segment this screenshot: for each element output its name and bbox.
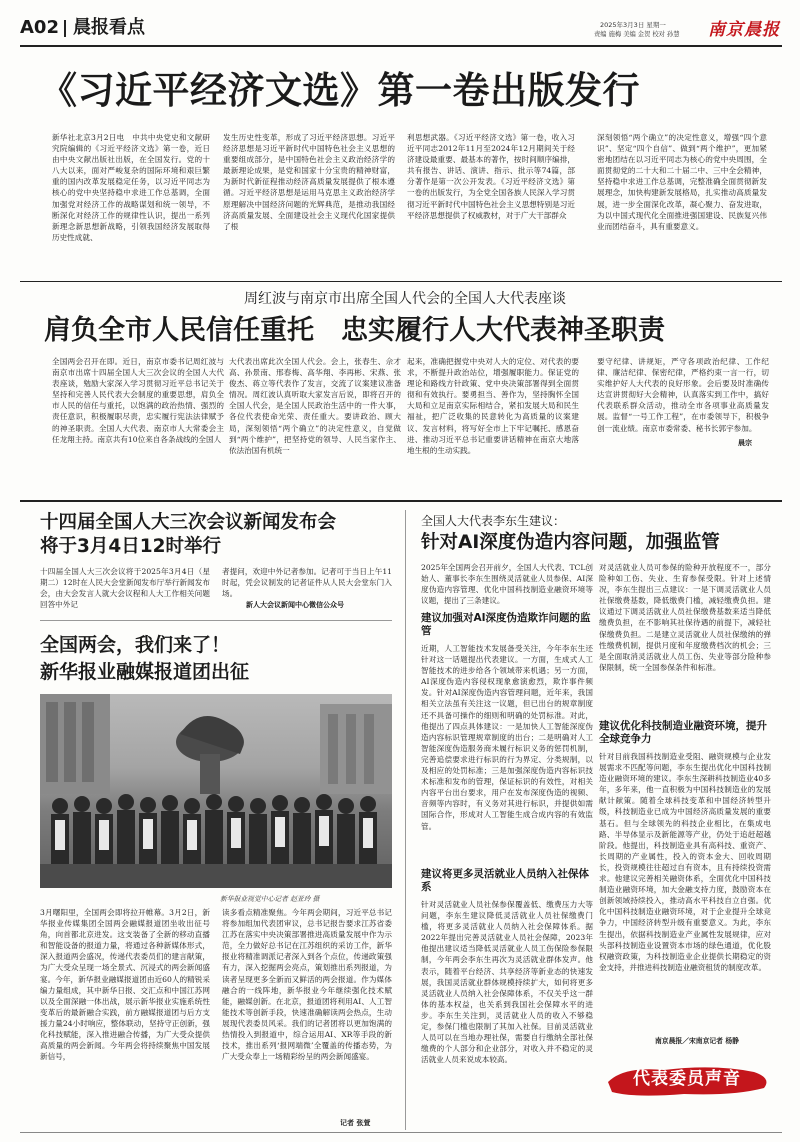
photo-credit: 新华报业视觉中心记者 赵亚玲 摄 xyxy=(220,895,320,903)
story4-col2: 读多看点精准聚焦。今年两会期间，习近平总书记将参加组加代表团审议，总书记报告要求江苏省委江苏在落实中央决策部署推进高质量发展中作为示范，全力做好总书记在江苏组织的采访工作，新华报业将精准调派记者深入到各个点位，传递政策强有力，深入挖掘两会亮点，策划推出系列报道，为读者呈现更多全新而又鲜活的两会报道。作为媒体融合的一线阵地，新华报业今年继续强化技术赋能，融媒创新。在北京，报道团将利用AI、人工智能技术等创新手段，快速准确解读两会热点，生动展现代表委员风采。我们的记者团将以更加饱满的热情投入到报道中，综合运用AI、XR等手段的新技术，推出系列‘报网端微’全覆盖的传播态势，为广大受众奉上一场精彩纷呈的两会新闻盛宴。 xyxy=(222,908,392,1062)
story2-kicker: 周红波与南京市出席全国人代会的全国人大代表座谈 xyxy=(244,291,566,307)
story5-byline: 南京晨报／宋南京记者 杨静 xyxy=(655,1037,739,1045)
story2-headline: 肩负全市人民信任重托 忠实履行人大代表神圣职责 xyxy=(44,315,665,346)
story3-col1: 十四届全国人大三次会议将于2025年3月4日（星期二）12时在人民大会堂新闻发布厅举行新闻发布会，由大会发言人就大会议程和人大工作相关问题回答中外记 xyxy=(40,567,210,610)
footer-rule xyxy=(20,1132,782,1133)
story1-col2: 发生历史性变革，形成了习近平经济思想。习近平经济思想是习近平新时代中国特色社会主义思想的重要组成部分，是中国特色社会主义政治经济学的最新理论成果，是党和国家十分宝贵的精神财富，为新时代新征程推动经济高质量发展提供了根本遵循。习近平经济思想是运用马克思主义政治经济学原理解决中国经济问题的光辉典范，是推动我国经济高质量发展、全面建设社会主义现代化国家提供了根 xyxy=(223,133,395,231)
story3-col2: 者提问，欢迎中外记者参加。记者可于当日上午11时起，凭会议制发的记者证件从人民大会堂东门入场。 xyxy=(222,567,392,599)
story5-body-2: 针对灵活就业人员社保参保覆盖低、缴费压力大等问题，李东生建议降低灵活就业人员社保缴费门槛，将更多灵活就业人员纳入社会保障体系。据2022年提出完善灵活就业人员社会保障，2023年他提出建议适当降低灵活就业人员工伤保险参保限制，今年两会李东生再次为灵活就业群体发声。他表示，随着平台经济、共享经济等新业态的快速发展，我国灵活就业群体规模持续扩大，如何将更多灵活就业人员纳入社会保障体系，不仅关乎这一群体的基本权益，也关系到我国社会保障水平的进步。李东生关注到，灵活就业人员的收入不够稳定，参保门槛也限制了其加入社保。目前灵活就业人员可以在当地办理社保，需要自行缴纳全部社保缴费的个人部分和企业部分，对收入并不稳定的灵活就业人员来说成本较高。 xyxy=(421,900,593,1065)
story2-rule xyxy=(20,500,782,502)
header-rule xyxy=(20,45,782,47)
story2-col2: 大代表出席此次全国人代会。会上，张春生、佘才高、孙景南、邢春梅、高华翔、李再彬、宋燕、张俊杰、蒋立等代表作了发言，交流了议案建议准备情况。周红波认真听取大家发言后说，即将召开的全国人代会，是全国人民政治生活中的一件大事，各位代表使命光荣、责任重大。要讲政治、顾大局，深刻领悟“两个确立”的决定性意义，自觉做到“两个维护”，把坚持党的领导、人民当家作主、依法治国有机统一 xyxy=(229,357,401,455)
story4-byline: 记者 张萱 xyxy=(340,1119,371,1127)
story2-col4: 要守纪律、讲规矩，严守各项政治纪律、工作纪律、廉洁纪律、保密纪律，严格约束一言一行，切实维护好人大代表的良好形象。会后要及时准确传达宣讲贯彻好大会精神，认真落实到工作中，搞好代表联系群众活动，推动全市各项事业高质量发展。监督“一号工作工程”，在市委领导下，积极争创一流业绩。南京市委常委、秘书长郭宇参加。 xyxy=(597,357,769,433)
story4-headline-1: 全国两会，我们来了！ xyxy=(40,634,231,656)
story5-body-1: 近期，人工智能技术发展备受关注，今年李东生还针对这一话题提出代表建议。一方面，生成式人工智能技术的进步给各个领域带来机遇；另一方面，AI深度伪造内容侵权现象愈演愈烈，欺诈事件频发。针对AI深度伪造内容管理问题，近年来，我国相关立法虽有关注这一议题，但已出台的规章制度还不具备可操作的细则和明确的处罚标准。对此，他提出了四点具体建议：一是加快人工智能深度伪造内容标识管理规章制度的出台；二是明确对人工智能深度伪造服务商未履行标识义务的惩罚机制，完善追偿要求进行标识的行为界定、分类规制，以及相应的处罚标准；三是加强深度伪造内容标识技术标准和发布的管理，保证标识的有效性，对相关内容平台出台要求，用户在发布深度伪造的视频、音频等内容时，有义务对其进行标识，并提供如需国际合作，形成对人工智能生成合成内容的有效监管。 xyxy=(421,644,593,831)
story3-headline-2: 将于3月4日12时举行 xyxy=(40,536,221,557)
section-title: 晨报看点 xyxy=(73,17,145,38)
story2-col1: 全国两会召开在即。近日，南京市委书记周红波与南京市出席十四届全国人大三次会议的全国人大代表座谈，勉励大家深入学习贯彻习近平总书记关于坚持和完善人民代表大会制度的重要思想，肩负全市人民的信任与重托，以饱满的政治热情、强烈的责任意识，积极履职尽责，忠实履行宪法法律赋予的神圣职责。全国人大代表、南京市人大常委会主任龙翔主持。南京共有10位来自各条战线的全国人 xyxy=(52,357,224,444)
story1-col1: 新华社北京3月2日电 中共中央党史和文献研究院编辑的《习近平经济文选》第一卷，近日由中央文献出版社出版，在全国发行。党的十八大以来，面对严峻复杂的国际环境和艰巨繁重的国内改革发展稳定任务，以习近平同志为核心的党中央坚持稳中求进工作总基调，全面加强党对经济工作的战略谋划和统一领导，不断深化对经济工作的规律性认识，提出一系列新理念新思想新战略，引领我国经济发展取得历史性成就、 xyxy=(52,133,210,242)
story5-headline: 针对AI深度伪造内容问题，加强监管 xyxy=(421,532,720,553)
story3-source: 新人大会议新闻中心微信公众号 xyxy=(246,601,344,609)
page-code: A02 xyxy=(20,17,59,38)
story4-headline-2: 新华报业融媒报道团出征 xyxy=(40,661,250,683)
story5-subhead-2: 建议将更多灵活就业人员纳入社保体系 xyxy=(421,868,589,893)
story5-kicker: 全国人大代表李东生建议： xyxy=(421,514,566,528)
photo-illustration xyxy=(40,694,392,888)
voices-banner xyxy=(604,1060,774,1100)
story4-col1: 3月曙阳里，全国两会即将拉开帷幕。3月2日，新华报业传媒集团全国两会融媒报道团坐收出征号角，向首都北京进发。这支装备了全新的移动直播和智能设备的报道力量，将通过各种新媒体形式，深入报道两会盛况，传递代表委员们的建言献策，为广大受众呈现一场全景式、沉浸式的两会新闻盛宴。今年，新华报业融媒报道团由近60人的精锐采编力量组成，其中新华日报、交汇点和中国江苏网以及全面深融一体出战，展示新华报业实施系统性变革后的最新融合实践，前方融媒报道团与后方支援力量24小时响应，整体联动，坚持守正创新，强化科技赋能，深入推进融合传播，为广大受众提供高质量的两会新闻。今年两会将持续聚焦中国发展新信号， xyxy=(40,908,210,1062)
page-header xyxy=(0,0,800,46)
story3-headline-1: 十四届全国人大三次会议新闻发布会 xyxy=(40,512,337,533)
paper-logo: 南京晨报 xyxy=(708,20,780,40)
column-divider xyxy=(405,510,406,1130)
story5-intro: 2025年全国两会召开前夕，全国人大代表、TCL创始人、董事长李东生围绕灵活就业人员参保、AI深度伪造内容管理、优化中国科技制造业融资环境等议题，提出了三条建议。 xyxy=(421,563,593,606)
editors-line: 责编 施梅 美编 金贺 校对 孙慧 xyxy=(594,31,680,38)
header-divider-bar xyxy=(64,20,66,37)
story5-col2: 对灵活就业人员可参保的险种开放程度不一，部分险种如工伤、失业、生育参保受限。针对上述情况，李东生提出三点建议：一是下调灵活就业人员社保缴费基数，降低缴费门槛，减轻缴费负担。建议通过下调灵活就业人员社保缴费基数来适当降低缴费负担，在不影响其社保待遇的前提下，减轻社保缴费负担。二是建立灵活就业人员社保缴纳的弹性缴费机制，提供月度和年度缴费档次的机会；三是全面取消灵活就业人员工伤、失业等部分险种参保限制，统一全国参保条件和标准。 xyxy=(599,563,771,672)
story1-headline: 《习近平经济文选》第一卷出版发行 xyxy=(40,69,640,112)
issue-date: 2025年3月3日 星期一 xyxy=(600,21,666,29)
story1-rule xyxy=(20,281,782,282)
delegation-group-photo xyxy=(40,694,392,888)
story5-body-3: 针对目前我国科技制造业受阻、融资规模与企业发展需求不匹配等问题，李东生提出优化中国科技制造业融资环境的建议。李东生深耕科技制造业40多年，多年来，他一直积极为中国科技制造业的发展献计献策。随着全球科技变革和中国经济转型升级，科技制造业已成为中国经济高质量发展的重要基石。但与全球领先的科技企业相比，在集成电路、半导体显示及新能源等产业，仍处于追赶超越阶段。他提出，科技制造业具有高科技、重资产、长周期的产业属性，投入的资本金大、回收周期长，投资规模往往超过自有资本，且有持续投资需求。他建议完善相关融资体系，全面优化中国科技制造业融资环境，加大金融支持力度，鼓励资本在创新领域持续投入，推动高水平科技自立自强。优化中国科技制造业融资环境，对于企业提升全球竞争力，中国经济转型升级有重要意义。为此，李东生提出，依据科技制造业产业属性发展规律，应对头部科技制造业设置资本市场的绿色通道，优化股权融资政策，为科技制造业企业提供长期稳定的资金支持，并推进科技制造业融资租赁的制度改革。 xyxy=(599,752,771,972)
story2-col3: 起来，准确把握党中央对人大的定位、对代表的要求，不断提升政治站位，增强履职能力。保证党的理论和路线方针政策、党中央决策部署得到全面贯彻和有效执行。要勇担当、善作为，坚持胸怀全国大局和立足南京实际相结合，紧扣发展大局和民生福祉，把广泛收集的民意转化为高质量的议案建议、发言材料，将写好全市上下牢记嘱托、感恩奋进、推动习近平总书记重要讲话精神在南京大地落地生根的生动实践。 xyxy=(407,357,579,455)
story5-subhead-3: 建议优化科技制造业融资环境，提升全球竞争力 xyxy=(599,720,767,745)
story3-rule xyxy=(40,620,392,621)
story1-col4: 深刻领悟“两个确立”的决定性意义，增强“四个意识”、坚定“四个自信”、做到“两个维护”，更加紧密地团结在以习近平同志为核心的党中央周围，全面贯彻党的二十大和二十届二中、三中全会精神，坚持稳中求进工作总基调，完整准确全面贯彻新发展理念，加快构建新发展格局，扎实推动高质量发展，进一步全面深化改革，凝心聚力、奋发进取，为以中国式现代化全面推进强国建设、民族复兴伟业而团结奋斗，具有重要意义。 xyxy=(597,133,767,231)
story1-col3: 利思想武器。《习近平经济文选》第一卷，收入习近平同志2012年11月至2024年12月期间关于经济建设最重要、最基本的著作，按时间顺序编排，共有报告、讲话、演讲、指示、批示等74篇，部分著作是第一次公开发表。《习近平经济文选》第一卷的出版发行，为全党全国各族人民深入学习贯彻习近平新时代中国特色社会主义思想特别是习近平经济思想提供了权威教材，对于广大干部群众 xyxy=(407,133,575,220)
banner-text: 代表委员声音 xyxy=(633,1069,741,1089)
story5-subhead-1: 建议加强对AI深度伪造欺诈问题的监管 xyxy=(421,612,591,637)
story2-byline: 晨宗 xyxy=(738,439,752,447)
